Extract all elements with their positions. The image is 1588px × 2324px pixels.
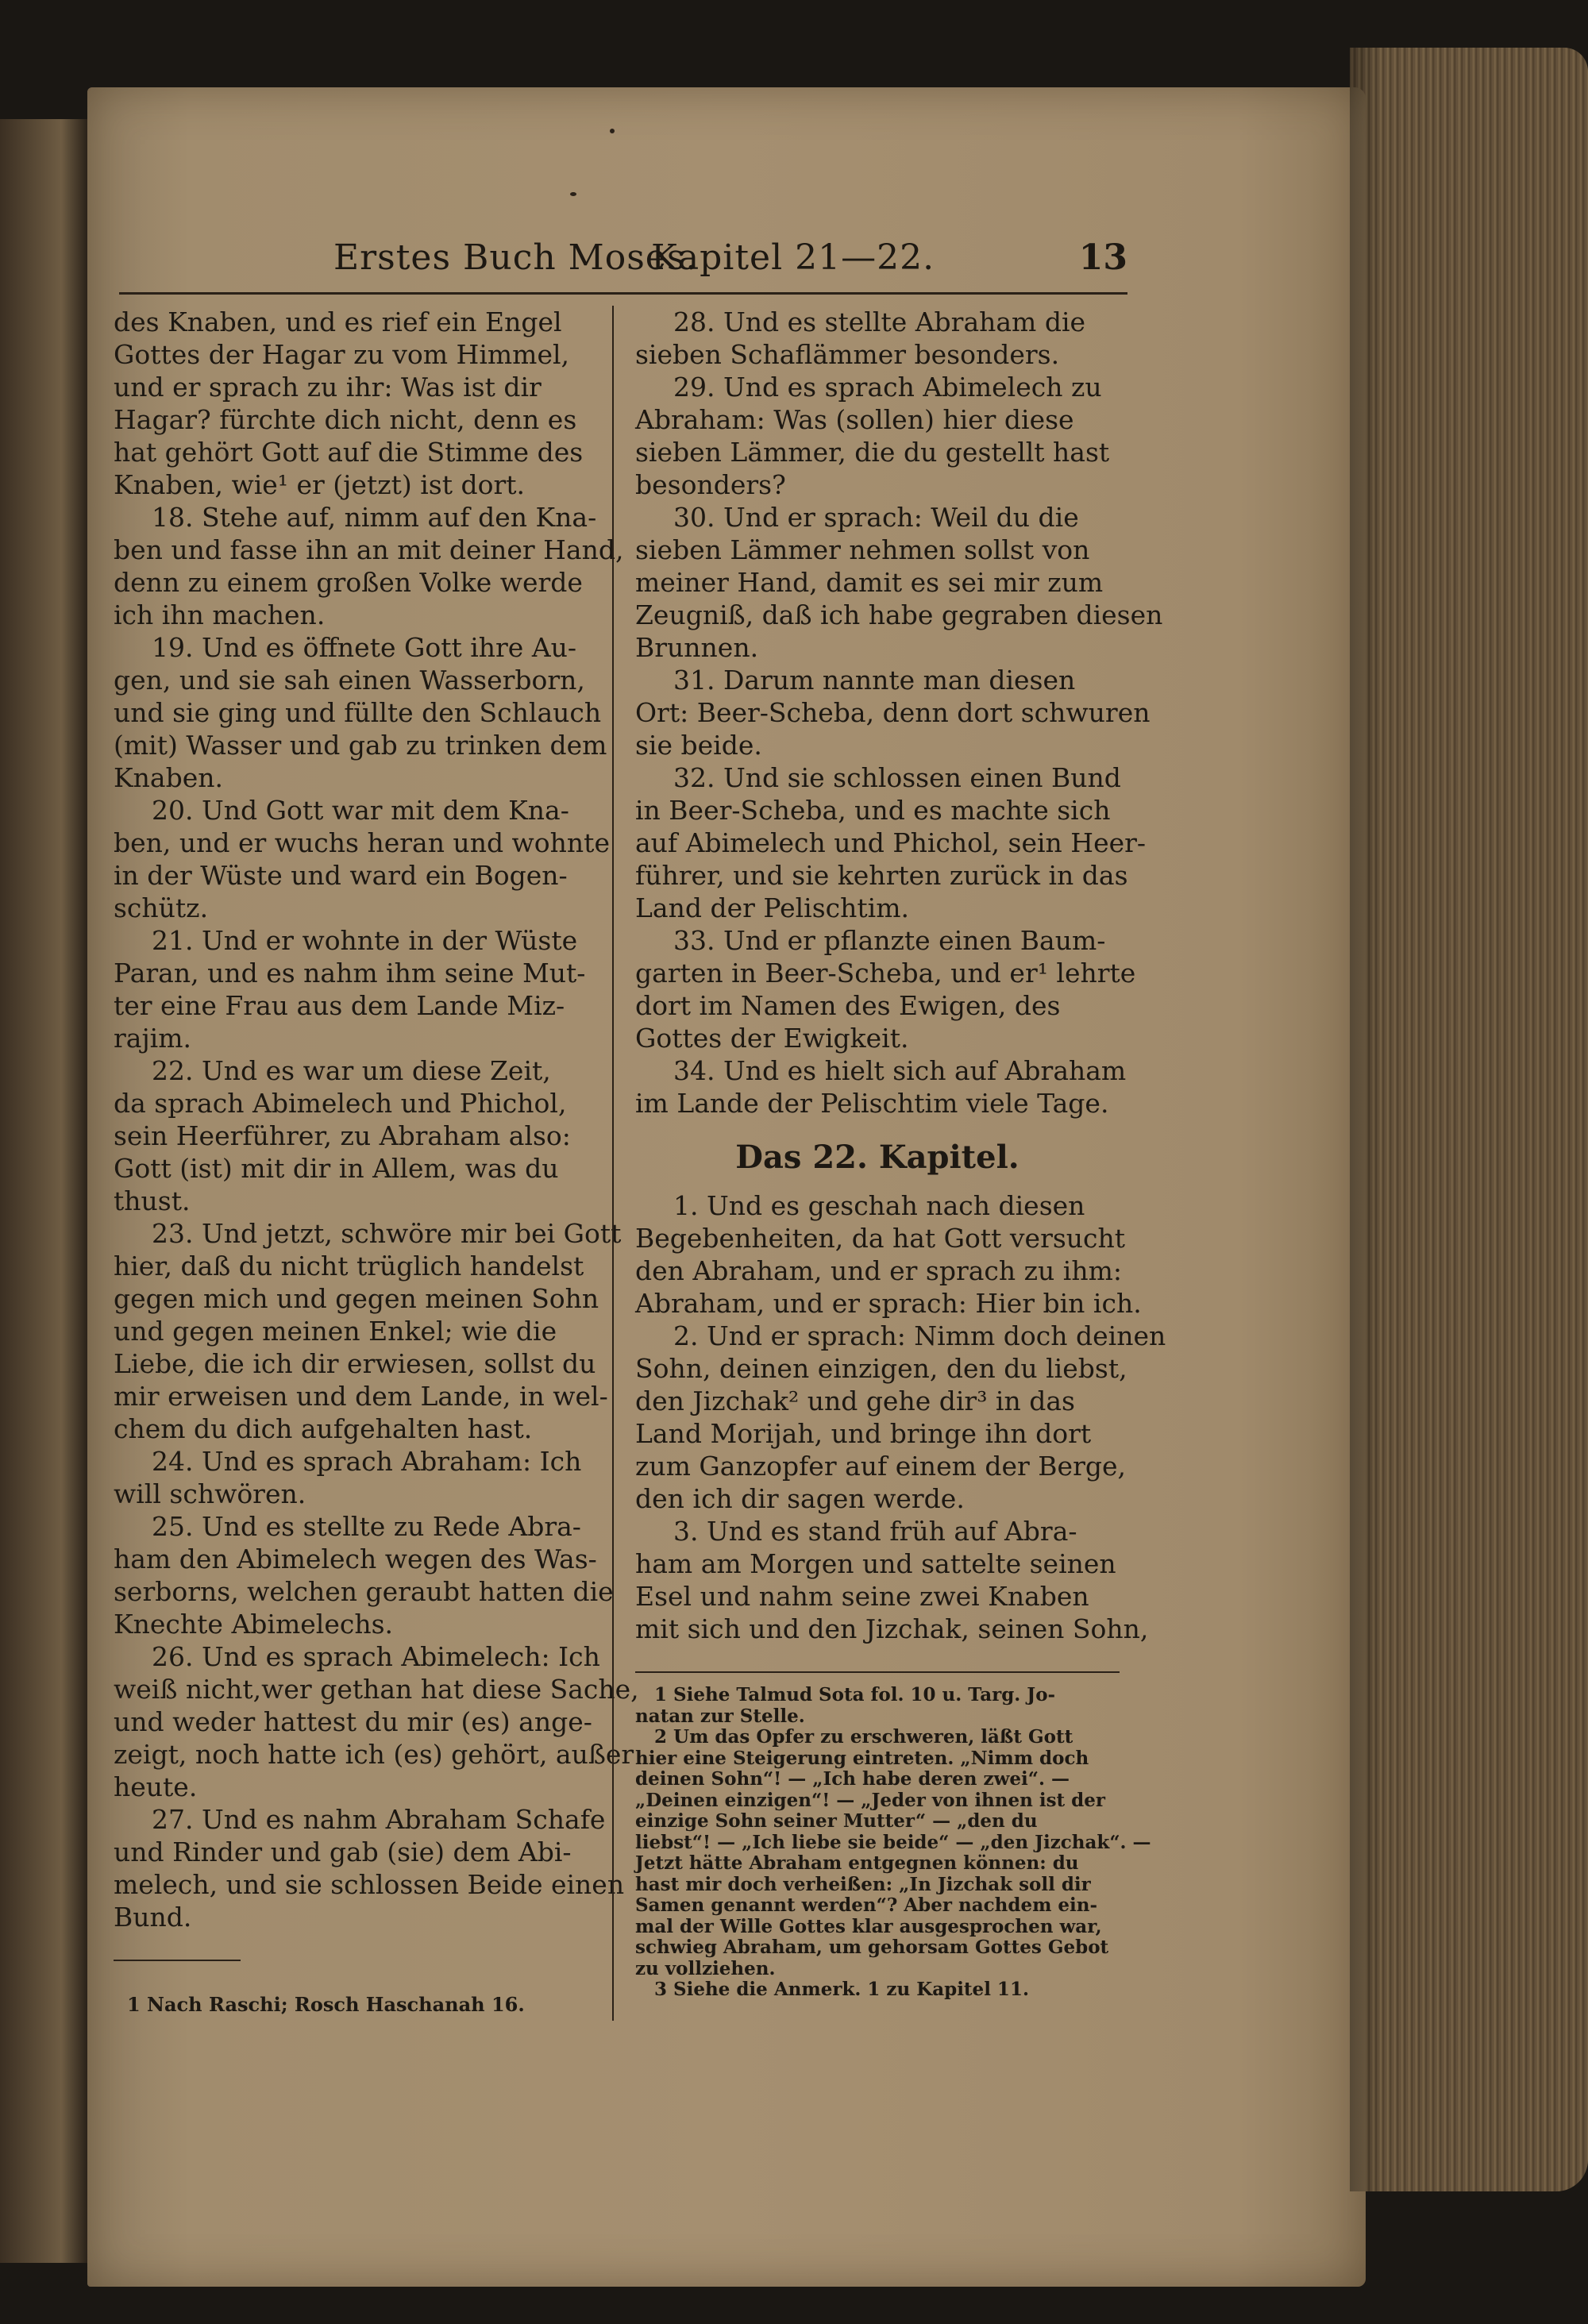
text-line: 23. Und jetzt, schwöre mir bei Gott	[152, 1218, 622, 1249]
column-divider	[612, 306, 614, 2021]
running-header	[119, 230, 1127, 286]
text-line: Liebe, die ich dir erwiesen, sollst du	[114, 1348, 596, 1379]
chapter-range: Kapitel 21—22.	[651, 237, 935, 278]
text-line: 25. Und es stellte zu Rede Abra-	[152, 1511, 581, 1542]
footnote-line: natan zur Stelle.	[635, 1705, 805, 1727]
running-title: Erstes Buch Moses.	[333, 237, 698, 278]
footnote-line: deinen Sohn“! — „Ich habe deren zwei“. —	[635, 1768, 1070, 1790]
text-line: den Jizchak² und gehe dir³ in das	[635, 1386, 1075, 1416]
footnote-rule-right	[635, 1671, 1120, 1673]
footnote-line: 2 Um das Opfer zu erschweren, läßt Gott	[654, 1726, 1073, 1748]
text-line: (mit) Wasser und gab zu trinken dem	[114, 730, 607, 761]
text-line: thust.	[114, 1185, 191, 1216]
text-line: ham den Abimelech wegen des Was-	[114, 1544, 597, 1574]
text-line: ter eine Frau aus dem Lande Miz-	[114, 990, 565, 1021]
text-line: Brunnen.	[635, 632, 759, 663]
footnote-line: schwieg Abraham, um gehorsam Gottes Gebot	[635, 1937, 1109, 1958]
footnote-line: Jetzt hätte Abraham entgegnen können: du	[635, 1852, 1079, 1874]
left-footnotes	[127, 1993, 572, 2014]
footnote-line: Samen genannt werden“? Aber nachdem ein-	[635, 1894, 1098, 1916]
text-line: Abraham, und er sprach: Hier bin ich.	[635, 1288, 1142, 1319]
text-line: Knechte Abimelechs.	[114, 1609, 394, 1640]
text-line: 28. Und es stellte Abraham die	[673, 306, 1086, 337]
book-fore-edge	[1350, 48, 1588, 2191]
text-line: 20. Und Gott war mit dem Kna-	[152, 795, 569, 826]
text-line: zum Ganzopfer auf einem der Berge,	[635, 1451, 1126, 1482]
text-line: 1. Und es geschah nach diesen	[673, 1190, 1085, 1221]
text-line: ich ihn machen.	[114, 599, 326, 630]
ink-speck	[570, 192, 576, 196]
footnote-line: einzige Sohn seiner Mutter“ — „den du	[635, 1810, 1038, 1832]
text-line: des Knaben, und es rief ein Engel	[114, 306, 562, 337]
text-line: Gottes der Ewigkeit.	[635, 1023, 909, 1054]
text-line: Gottes der Hagar zu vom Himmel,	[114, 339, 570, 370]
text-line: den Abraham, und er sprach zu ihm:	[635, 1255, 1122, 1286]
footnote-line: zu vollziehen.	[635, 1957, 776, 1979]
text-line: zeigt, noch hatte ich (es) gehört, außer	[114, 1739, 634, 1770]
footnote-line: 1 Siehe Talmud Sota fol. 10 u. Targ. Jo-	[654, 1684, 1056, 1705]
text-line: dort im Namen des Ewigen, des	[635, 990, 1061, 1021]
footnote-line: mal der Wille Gottes klar ausgesprochen war,	[635, 1915, 1102, 1937]
text-line: schütz.	[114, 892, 209, 923]
text-line: 27. Und es nahm Abraham Schafe	[152, 1804, 606, 1835]
text-line: Abraham: Was (sollen) hier diese	[635, 404, 1074, 435]
text-line: mir erweisen und dem Lande, in wel-	[114, 1381, 608, 1412]
text-line: auf Abimelech und Phichol, sein Heer-	[635, 827, 1147, 858]
header-rule	[119, 292, 1127, 295]
text-line: und weder hattest du mir (es) ange-	[114, 1706, 592, 1737]
text-line: gen, und sie sah einen Wasserborn,	[114, 665, 585, 696]
text-line: ben und fasse ihn an mit deiner Hand,	[114, 534, 624, 565]
text-line: und sie ging und füllte den Schlauch	[114, 697, 602, 728]
text-line: Begebenheiten, da hat Gott versucht	[635, 1223, 1126, 1254]
footnote-rule-left	[114, 1960, 241, 1961]
text-line: Gott (ist) mit dir in Allem, was du	[114, 1153, 559, 1184]
text-line: denn zu einem großen Volke werde	[114, 567, 583, 598]
text-line: ham am Morgen und sattelte seinen	[635, 1548, 1116, 1579]
text-line: Land Morijah, und bringe ihn dort	[635, 1418, 1092, 1449]
footnote-line: liebst“! — „Ich liebe sie beide“ — „den Jizchak“. —	[635, 1831, 1151, 1853]
fore-edge-shadow	[1350, 48, 1382, 2191]
text-line: 31. Darum nannte man diesen	[673, 665, 1076, 696]
text-line: hat gehört Gott auf die Stimme des	[114, 437, 584, 468]
text-line: 3. Und es stand früh auf Abra-	[673, 1516, 1077, 1547]
text-line: chem du dich aufgehalten hast.	[114, 1413, 533, 1444]
text-line: 30. Und er sprach: Weil du die	[673, 502, 1079, 533]
text-line: weiß nicht,wer gethan hat diese Sache,	[114, 1674, 639, 1705]
text-line: heute.	[114, 1771, 198, 1802]
text-line: 21. Und er wohnte in der Wüste	[152, 925, 578, 956]
text-line: sieben Lämmer nehmen sollst von	[635, 534, 1090, 565]
text-line: meiner Hand, damit es sei mir zum	[635, 567, 1104, 598]
text-line: gegen mich und gegen meinen Sohn	[114, 1283, 599, 1314]
text-line: Land der Pelischtim.	[635, 892, 910, 923]
text-line: in der Wüste und ward ein Bogen-	[114, 860, 568, 891]
text-line: Bund.	[114, 1902, 192, 1933]
ink-speck	[610, 129, 615, 133]
text-line: Paran, und es nahm ihm seine Mut-	[114, 958, 586, 989]
text-line: da sprach Abimelech und Phichol,	[114, 1088, 567, 1119]
footnote-line: 3 Siehe die Anmerk. 1 zu Kapitel 11.	[654, 1979, 1029, 2000]
text-line: in Beer-Scheba, und es machte sich	[635, 795, 1111, 826]
text-line: Hagar? fürchte dich nicht, denn es	[114, 404, 577, 435]
text-line: den ich dir sagen werde.	[635, 1483, 965, 1514]
text-line: melech, und sie schlossen Beide einen	[114, 1869, 625, 1900]
text-line: und er sprach zu ihr: Was ist dir	[114, 372, 542, 403]
footnote-line: „Deinen einzigen“! — „Jeder von ihnen ist der	[635, 1789, 1106, 1811]
left-text-column	[114, 306, 639, 1933]
footnote-line: hier eine Steigerung eintreten. „Nimm doch	[635, 1747, 1089, 1769]
text-line: Zeugniß, daß ich habe gegraben diesen	[635, 599, 1163, 630]
text-line: Sohn, deinen einzigen, den du liebst,	[635, 1353, 1127, 1384]
chapter-heading: Das 22. Kapitel.	[735, 1139, 1019, 1176]
text-line: sein Heerführer, zu Abraham also:	[114, 1120, 571, 1151]
text-line: garten in Beer-Scheba, und er¹ lehrte	[635, 958, 1136, 989]
page-number: 13	[1078, 237, 1127, 278]
text-line: ben, und er wuchs heran und wohnte	[114, 827, 610, 858]
text-line: mit sich und den Jizchak, seinen Sohn,	[635, 1613, 1149, 1644]
text-line: 34. Und es hielt sich auf Abraham	[673, 1055, 1127, 1086]
text-line: Knaben, wie¹ er (jetzt) ist dort.	[114, 469, 525, 500]
text-line: sie beide.	[635, 730, 762, 761]
text-line: Ort: Beer-Scheba, denn dort schwuren	[635, 697, 1151, 728]
facing-page-edge	[0, 119, 87, 2263]
text-line: will schwören.	[114, 1478, 306, 1509]
text-line: 24. Und es sprach Abraham: Ich	[152, 1446, 582, 1477]
footnote-line: hast mir doch verheißen: „In Jizchak soll dir	[635, 1873, 1091, 1895]
right-text-column	[635, 306, 1166, 1645]
text-line: Knaben.	[114, 762, 223, 793]
text-line: hier, daß du nicht trüglich handelst	[114, 1251, 584, 1281]
text-line: rajim.	[114, 1023, 192, 1054]
text-line: im Lande der Pelischtim viele Tage.	[635, 1088, 1109, 1119]
text-line: führer, und sie kehrten zurück in das	[635, 860, 1128, 891]
text-line: 22. Und es war um diese Zeit,	[152, 1055, 551, 1086]
text-line: sieben Lämmer, die du gestellt hast	[635, 437, 1110, 468]
text-line: sieben Schaflämmer besonders.	[635, 339, 1060, 370]
text-line: und Rinder und gab (sie) dem Abi-	[114, 1836, 572, 1867]
footnote-line: 1 Nach Raschi; Rosch Haschanah 16.	[127, 1993, 525, 2016]
text-line: und gegen meinen Enkel; wie die	[114, 1316, 557, 1347]
text-line: 26. Und es sprach Abimelech: Ich	[152, 1641, 600, 1672]
text-line: 33. Und er pflanzte einen Baum-	[673, 925, 1106, 956]
text-line: Esel und nahm seine zwei Knaben	[635, 1581, 1089, 1612]
text-line: 32. Und sie schlossen einen Bund	[673, 762, 1121, 793]
text-line: 18. Stehe auf, nimm auf den Kna-	[152, 502, 597, 533]
right-footnotes	[635, 1684, 1151, 2001]
text-line: 2. Und er sprach: Nimm doch deinen	[673, 1320, 1166, 1351]
text-line: 19. Und es öffnete Gott ihre Au-	[152, 632, 577, 663]
text-line: besonders?	[635, 469, 786, 500]
text-line: serborns, welchen geraubt hatten die	[114, 1576, 614, 1607]
text-line: 29. Und es sprach Abimelech zu	[673, 372, 1102, 403]
